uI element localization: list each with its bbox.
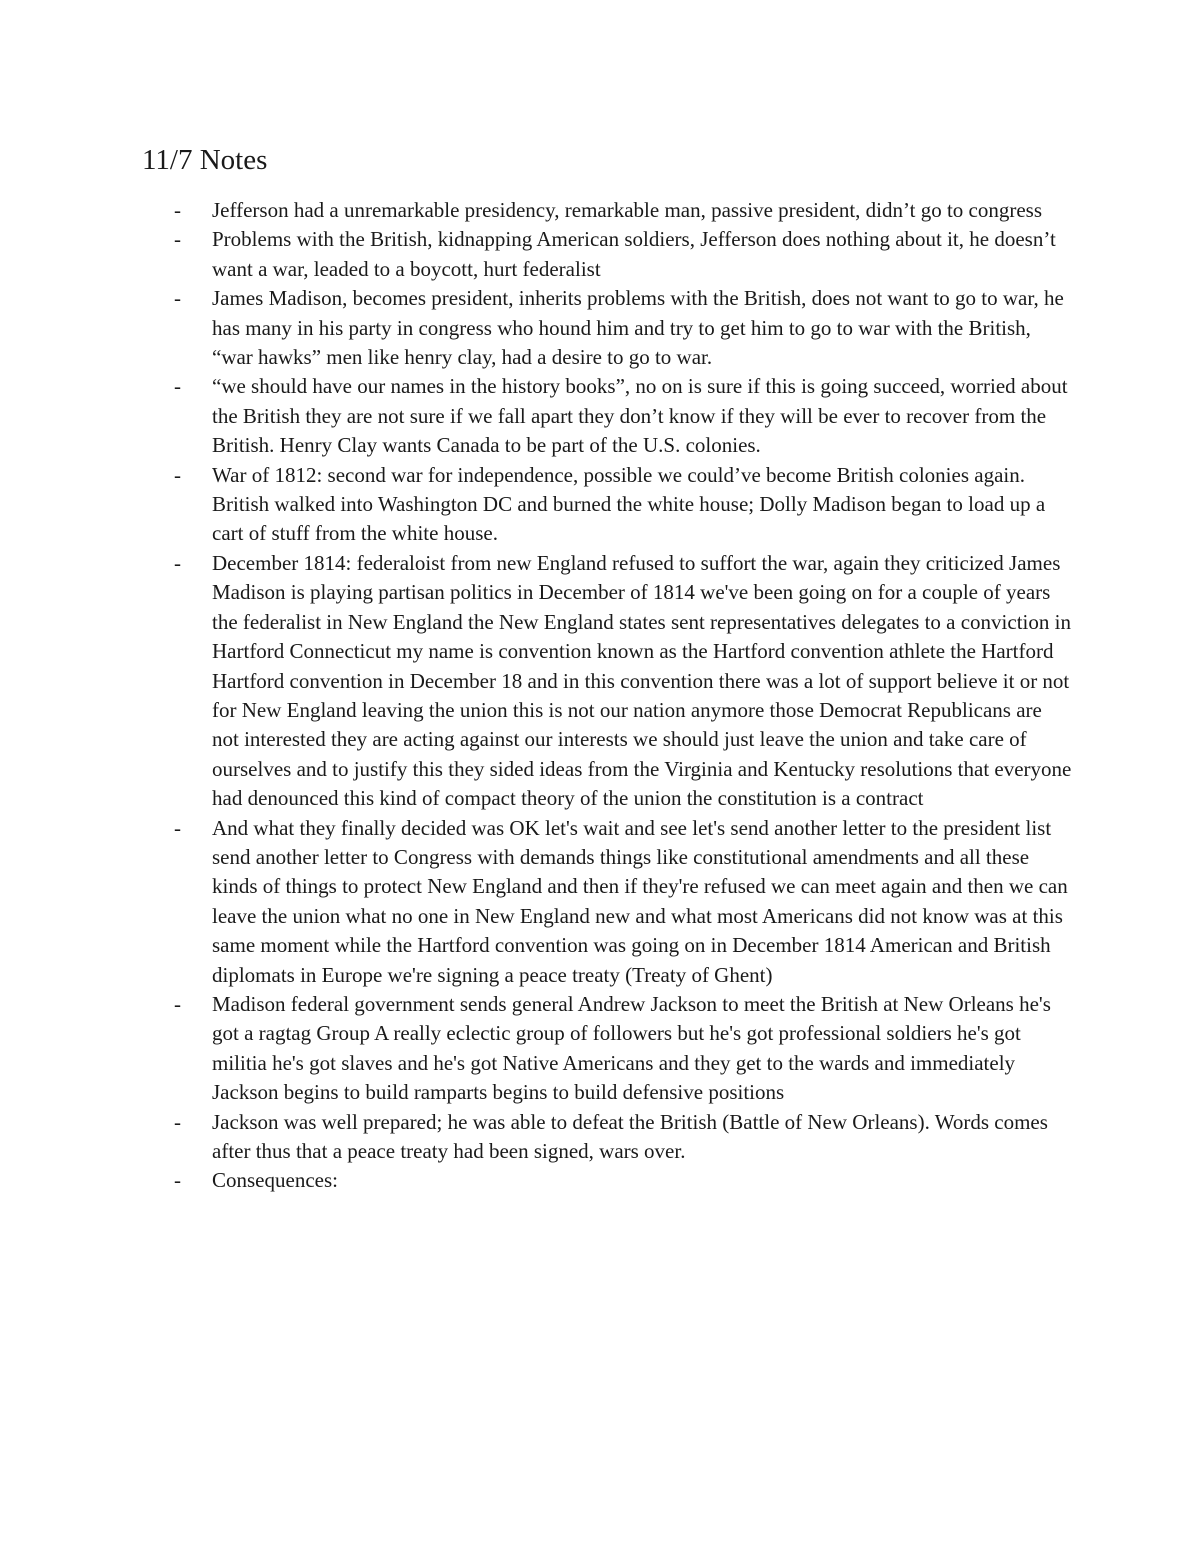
note-text: War of 1812: second war for independence, possible we could’ve become British colonies again. British walked into Washington DC and burned the white house; Dolly Madison began to load up a cart of stuff from the white house. — [212, 462, 1046, 546]
list-item — [0, 549, 1072, 814]
bullet-dash: - — [174, 550, 181, 575]
bullet-dash: - — [174, 1168, 181, 1193]
list-item — [0, 225, 1072, 284]
list-item — [0, 1166, 1072, 1195]
note-text: Madison federal government sends general Andrew Jackson to meet the British at New Orleans he's got a ragtag Group A really eclectic group of followers but he's got professional soldiers he's got militia he's got slaves and he's got Native Americans and they get to the wards and immediately Jackson begins to build ramparts begins to build defensive positions — [212, 991, 1051, 1105]
note-text: And what they finally decided was OK let's wait and see let's send another letter to the president list send another letter to Congress with demands things like constitutional amendments and all these kinds of things to protect New England and then if they're refused we can meet again and then we can leave the union what no one in New England new and what most Americans did not know was at this same moment while the Hartford convention was going on in December 1814 American and British diplomats in Europe we're signing a peace treaty (Treaty of Ghent) — [212, 815, 1068, 987]
bullet-dash: - — [174, 227, 181, 252]
bullet-dash: - — [174, 462, 181, 487]
bullet-dash: - — [174, 815, 181, 840]
notes-list — [0, 196, 1200, 1196]
list-item — [0, 461, 1072, 549]
note-text: Jackson was well prepared; he was able to defeat the British (Battle of New Orleans). Words comes after thus that a peace treaty had been signed, wars over. — [212, 1109, 1048, 1163]
page-title: 11/7 Notes — [142, 144, 268, 176]
note-text: December 1814: federaloist from new England refused to suffort the war, again they criticized James Madison is playing partisan politics in December of 1814 we've been going on for a couple of years the federalist in New England the New England states sent representatives delegates to a conviction in Hartford Connecticut my name is convention known as the Hartford convention athlete the Hartford Hartford convention in December 18 and in this convention there was a lot of support believe it or not for New England leaving the union this is not our nation anymore those Democrat Republicans are not interested they are acting against our interests we should just leave the union and take care of ourselves and to justify this they sided ideas from the Virginia and Kentucky resolutions that everyone had denounced this kind of compact theory of the union the constitution is a contract — [212, 550, 1072, 811]
list-item — [0, 196, 1072, 225]
bullet-dash: - — [174, 286, 181, 311]
list-item — [0, 814, 1072, 990]
bullet-dash: - — [174, 1109, 181, 1134]
note-text: Problems with the British, kidnapping American soldiers, Jefferson does nothing about it, he doesn’t want a war, leaded to a boycott, hurt federalist — [212, 227, 1056, 281]
list-item — [0, 372, 1072, 460]
bullet-dash: - — [174, 991, 181, 1016]
note-text: Consequences: — [212, 1168, 338, 1193]
list-item — [0, 990, 1072, 1108]
note-text: James Madison, becomes president, inherits problems with the British, does not want to go to war, he has many in his party in congress who hound him and try to get him to go to war with the British, “war hawks” men like henry clay, had a desire to go to war. — [212, 286, 1064, 370]
bullet-dash: - — [174, 374, 181, 399]
note-text: “we should have our names in the history books”, no on is sure if this is going succeed, worried about the British they are not sure if we fall apart they don’t know if they will be ever to recover from the British. Henry Clay wants Canada to be part of the U.S. colonies. — [212, 374, 1068, 458]
bullet-dash: - — [174, 198, 181, 222]
list-item — [0, 284, 1072, 372]
list-item — [0, 1108, 1072, 1167]
note-text: Jefferson had a unremarkable presidency, remarkable man, passive president, didn’t go to congress — [212, 198, 1043, 222]
